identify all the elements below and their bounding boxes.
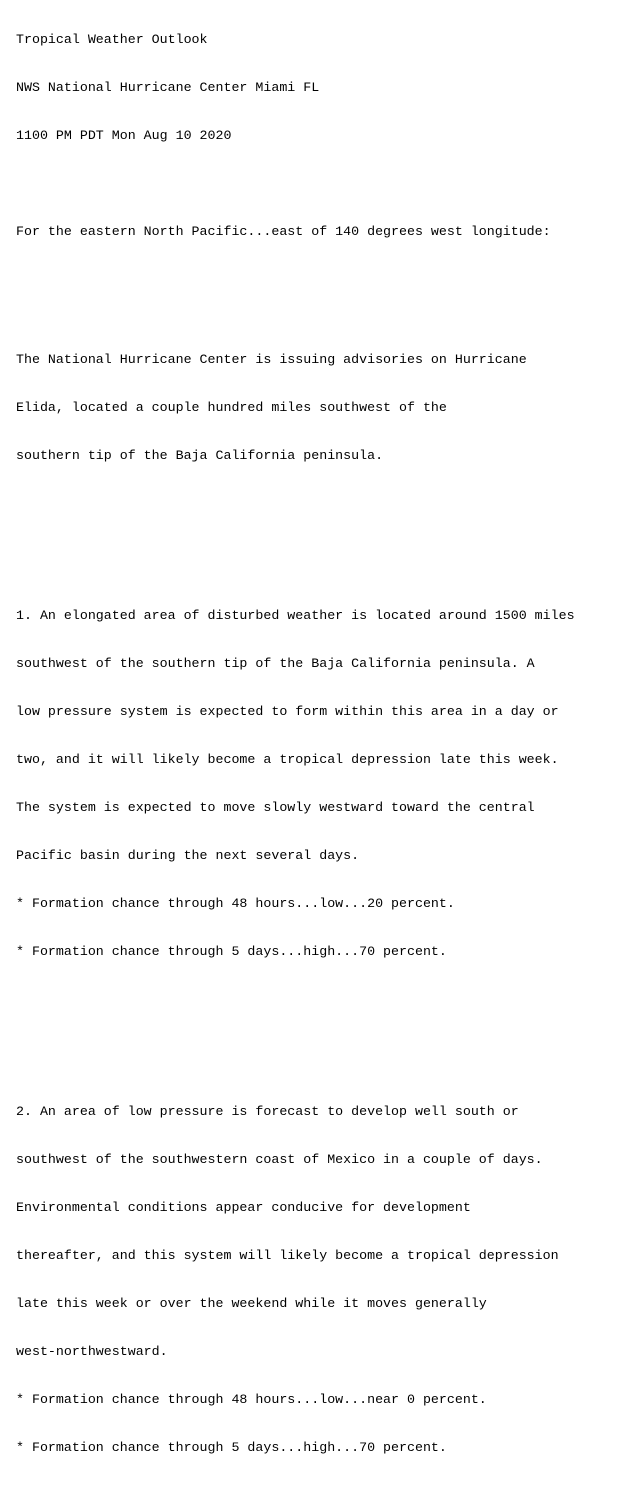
formation-chance-5d: * Formation chance through 5 days...high...70 percent.	[16, 944, 447, 959]
issue-time: 1100 PM PDT Mon Aug 10 2020	[16, 128, 232, 143]
system-line: two, and it will likely become a tropical depression late this week.	[16, 752, 559, 767]
advisory-paragraph	[16, 320, 617, 496]
system-line: west-northwestward.	[16, 1344, 168, 1359]
blank-line	[16, 176, 617, 192]
issuing-office: NWS National Hurricane Center Miami FL	[16, 80, 320, 95]
system-line: 1. An elongated area of disturbed weather is located around 1500 miles	[16, 608, 575, 623]
outlook-title: Tropical Weather Outlook	[16, 32, 208, 47]
advisory-line: Elida, located a couple hundred miles southwest of the	[16, 400, 447, 415]
formation-chance-5d: * Formation chance through 5 days...high...70 percent.	[16, 1440, 447, 1455]
formation-chance-48h: * Formation chance through 48 hours...low...20 percent.	[16, 896, 455, 911]
system-line: thereafter, and this system will likely become a tropical depression	[16, 1248, 559, 1263]
blank-line	[16, 528, 617, 544]
system-line: The system is expected to move slowly westward toward the central	[16, 800, 535, 815]
blank-line	[16, 272, 617, 288]
blank-line	[16, 1024, 617, 1040]
advisory-line: southern tip of the Baja California peninsula.	[16, 448, 384, 463]
system-line: southwest of the southwestern coast of Mexico in a couple of days.	[16, 1152, 543, 1167]
system-line: southwest of the southern tip of the Baja California peninsula. A	[16, 656, 535, 671]
system-line: Environmental conditions appear conducive for development	[16, 1200, 471, 1215]
system-1-paragraph	[16, 576, 617, 992]
region-statement: For the eastern North Pacific...east of 140 degrees west longitude:	[16, 224, 551, 239]
formation-chance-48h: * Formation chance through 48 hours...low...near 0 percent.	[16, 1392, 487, 1407]
system-2-paragraph	[16, 1072, 617, 1488]
system-line: Pacific basin during the next several days.	[16, 848, 360, 863]
advisory-line: The National Hurricane Center is issuing advisories on Hurricane	[16, 352, 527, 367]
system-line: late this week or over the weekend while it moves generally	[16, 1296, 487, 1311]
system-line: low pressure system is expected to form within this area in a day or	[16, 704, 559, 719]
system-line: 2. An area of low pressure is forecast to develop well south or	[16, 1104, 519, 1119]
